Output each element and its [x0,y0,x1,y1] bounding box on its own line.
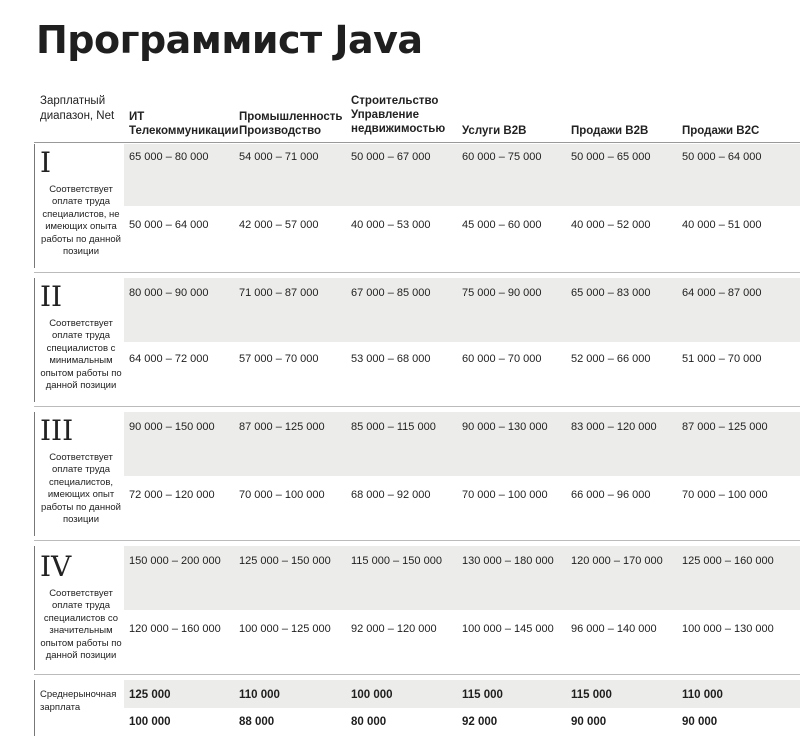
row-divider [34,540,800,541]
salary-cell: 100 000 – 125 000 [239,623,331,635]
average-salary-cell: 115 000 [571,689,612,701]
salary-cell: 68 000 – 92 000 [351,489,431,501]
row-divider [34,272,800,273]
salary-cell: 42 000 – 57 000 [239,219,319,231]
salary-range-header: Зарплатный диапазон, Net [40,95,115,122]
salary-cell: 50 000 – 64 000 [129,219,209,231]
salary-cell: 115 000 – 150 000 [351,555,442,567]
salary-cell: 85 000 – 115 000 [351,421,436,433]
salary-cell: 53 000 – 68 000 [351,353,431,365]
salary-cell: 120 000 – 170 000 [571,555,663,567]
column-header-line: недвижимостью [351,123,446,135]
column-header-services-b2b: Услуги B2B [462,125,527,137]
salary-cell: 52 000 – 66 000 [571,353,651,365]
salary-cell: 50 000 – 65 000 [571,151,651,163]
salary-cell: 40 000 – 52 000 [571,219,651,231]
salary-cell: 83 000 – 120 000 [571,421,657,433]
salary-cell: 90 000 – 130 000 [462,421,548,433]
salary-cell: 70 000 – 100 000 [239,489,325,501]
column-header-line: Промышленность [239,111,343,123]
salary-cell: 70 000 – 100 000 [682,489,768,501]
salary-cell: 100 000 – 130 000 [682,623,774,635]
level-1-numeral: I [40,146,52,179]
salary-cell: 66 000 – 96 000 [571,489,651,501]
column-header-line: ИТ [129,111,145,123]
salary-cell: 72 000 – 120 000 [129,489,215,501]
average-salary-cell: 90 000 [571,716,607,728]
average-salary-cell: 90 000 [682,716,718,728]
salary-cell: 87 000 – 125 000 [239,421,325,433]
level-2-numeral: II [40,280,63,313]
salary-cell: 50 000 – 67 000 [351,151,431,163]
salary-cell: 150 000 – 200 000 [129,555,221,567]
column-header-line: Управление [351,109,419,121]
salary-cell: 60 000 – 70 000 [462,353,542,365]
level-3-numeral: III [40,414,74,447]
salary-cell: 70 000 – 100 000 [462,489,548,501]
average-marker [34,680,35,736]
salary-cell: 96 000 – 140 000 [571,623,657,635]
level-2-description: Соответствует оплате труда специалистов с минимальным опытом работы по данной позиции [40,318,122,392]
level-4-numeral: IV [40,550,72,583]
column-header-construction [351,94,445,136]
average-salary-label: Среднерыночная зарплата [40,689,117,713]
salary-cell: 130 000 – 180 000 [462,555,554,567]
column-header-line: Производство [239,125,322,137]
salary-cell: 125 000 – 150 000 [239,555,331,567]
salary-cell: 40 000 – 51 000 [682,219,762,231]
average-salary-cell: 100 000 [129,716,171,728]
page-title: Программист Java [36,18,423,62]
salary-cell: 120 000 – 160 000 [129,623,221,635]
salary-cell: 45 000 – 60 000 [462,219,542,231]
salary-cell: 87 000 – 125 000 [682,421,768,433]
salary-cell: 67 000 – 85 000 [351,287,431,299]
salary-cell: 54 000 – 71 000 [239,151,319,163]
salary-cell: 80 000 – 90 000 [129,287,209,299]
salary-cell: 100 000 – 145 000 [462,623,554,635]
column-header-sales-b2c: Продажи B2C [682,125,760,137]
salary-cell: 60 000 – 75 000 [462,151,542,163]
column-header-line: Телекоммуникации [129,125,239,137]
salary-cell: 65 000 – 83 000 [571,287,651,299]
column-header-industry [239,110,343,138]
salary-cell: 64 000 – 87 000 [682,287,762,299]
average-salary-cell: 110 000 [682,689,723,701]
salary-cell: 65 000 – 80 000 [129,151,209,163]
salary-cell: 64 000 – 72 000 [129,353,209,365]
header-divider [34,142,800,143]
average-salary-cell: 80 000 [351,716,387,728]
salary-cell: 51 000 – 70 000 [682,353,762,365]
level-4-marker [34,546,35,670]
column-header-sales-b2b: Продажи B2B [571,125,649,137]
column-header-line: Строительство [351,95,439,107]
salary-cell: 75 000 – 90 000 [462,287,542,299]
row-divider [34,406,800,407]
salary-cell: 40 000 – 53 000 [351,219,431,231]
salary-cell: 57 000 – 70 000 [239,353,319,365]
level-4-description: Соответствует оплате труда специалистов со значительным опытом работы по данной позиции [40,588,122,662]
salary-cell: 71 000 – 87 000 [239,287,319,299]
average-salary-cell: 100 000 [351,689,393,701]
level-1-marker [34,144,35,268]
average-salary-cell: 115 000 [462,689,503,701]
salary-cell: 125 000 – 160 000 [682,555,774,567]
average-salary-cell: 110 000 [239,689,280,701]
level-2-marker [34,278,35,402]
average-salary-cell: 88 000 [239,716,275,728]
level-3-marker [34,412,35,536]
level-3-description: Соответствует оплате труда специалистов, имеющих опыт работы по данной позиции [41,452,121,526]
level-1-description: Соответствует оплате труда специалистов, не имеющих опыта работы по данной позиции [41,184,121,258]
salary-cell: 90 000 – 150 000 [129,421,215,433]
column-header-it [129,110,239,138]
row-divider [34,674,800,675]
average-salary-cell: 125 000 [129,689,171,701]
salary-cell: 50 000 – 64 000 [682,151,762,163]
average-salary-cell: 92 000 [462,716,498,728]
salary-cell: 92 000 – 120 000 [351,623,437,635]
